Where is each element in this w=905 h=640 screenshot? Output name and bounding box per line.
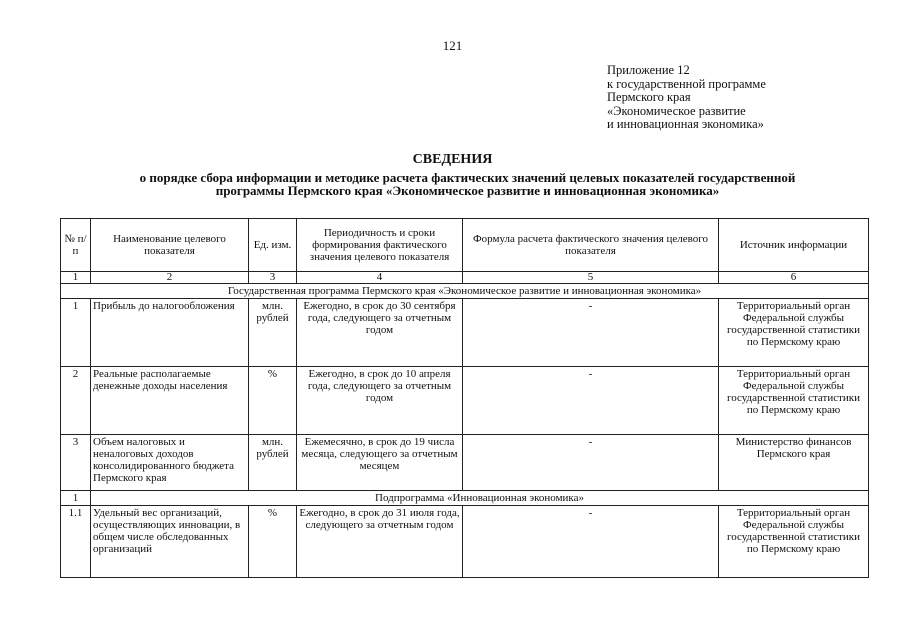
row-unit: млн. рублей	[249, 435, 297, 491]
table-row	[61, 506, 869, 578]
row-indicator-name: Реальные располагаемые денежные доходы населения	[91, 367, 249, 435]
row-number: 2	[61, 367, 91, 435]
row-formula: -	[463, 506, 719, 578]
row-indicator-name: Прибыль до налогообложения	[91, 299, 249, 367]
appendix-line: и инновационная экономика»	[607, 117, 764, 131]
row-source: Территориальный орган Федеральной службы государственной статистики по Пермскому краю	[719, 506, 869, 578]
subprogram-row	[61, 491, 869, 506]
document-subtitle	[60, 171, 875, 197]
table-header-row	[61, 219, 869, 272]
table-row	[61, 299, 869, 367]
subprogram-title: Подпрограмма «Инновационная экономика»	[91, 491, 869, 506]
header-indicator-name: Наименование целевого показателя	[91, 219, 249, 272]
row-source: Территориальный орган Федеральной службы государственной статистики по Пермскому краю	[719, 367, 869, 435]
row-unit: %	[249, 506, 297, 578]
row-formula: -	[463, 367, 719, 435]
column-number: 2	[91, 272, 249, 284]
row-formula: -	[463, 435, 719, 491]
row-indicator-name: Объем налоговых и неналоговых доходов консолидированного бюджета Пермского края	[91, 435, 249, 491]
row-periodicity: Ежегодно, в срок до 31 июля года, следующего за отчетным годом	[297, 506, 463, 578]
appendix-line: «Экономическое развитие	[607, 103, 746, 118]
row-number: 1	[61, 299, 91, 367]
header-unit: Ед. изм.	[249, 219, 297, 272]
column-number: 3	[249, 272, 297, 284]
appendix-line: к государственной программе	[607, 76, 766, 91]
row-formula: -	[463, 299, 719, 367]
column-number: 1	[61, 272, 91, 284]
document-title: СВЕДЕНИЯ	[412, 152, 493, 167]
appendix-line: Пермского края	[607, 90, 691, 104]
header-number: № п/п	[61, 219, 91, 272]
header-source: Источник информации	[719, 219, 869, 272]
subprogram-number: 1	[61, 491, 91, 506]
column-number: 6	[719, 272, 869, 284]
table-row	[61, 367, 869, 435]
appendix-line: Приложение 12	[607, 63, 690, 77]
header-periodicity: Периодичность и сроки формирования фактического значения целевого показателя	[297, 219, 463, 272]
row-periodicity: Ежегодно, в срок до 10 апреля года, следующего за отчетным годом	[297, 367, 463, 435]
row-periodicity: Ежемесячно, в срок до 19 числа месяца, следующего за отчетным месяцем	[297, 435, 463, 491]
indicators-table	[60, 218, 869, 578]
row-unit: млн. рублей	[249, 299, 297, 367]
column-number: 5	[463, 272, 719, 284]
section-row	[61, 284, 869, 299]
page-number: 121	[442, 38, 463, 53]
column-number: 4	[297, 272, 463, 284]
row-number: 3	[61, 435, 91, 491]
row-source: Министерство финансов Пермского края	[719, 435, 869, 491]
table-row	[61, 435, 869, 491]
header-formula: Формула расчета фактического значения целевого показателя	[463, 219, 719, 272]
row-source: Территориальный орган Федеральной службы государственной статистики по Пермскому краю	[719, 299, 869, 367]
row-unit: %	[249, 367, 297, 435]
subtitle-line: программы Пермского края «Экономическое развитие и инновационная экономика»	[215, 183, 720, 198]
row-indicator-name: Удельный вес организаций, осуществляющих инновации, в общем числе обследованных организаций	[91, 506, 249, 578]
section-title: Государственная программа Пермского края «Экономическое развитие и инновационная экономика»	[61, 284, 869, 299]
appendix-note	[607, 64, 766, 132]
subtitle-line: о порядке сбора информации и методике расчета фактических значений целевых показателей государственной	[139, 170, 796, 185]
column-numbers-row	[61, 272, 869, 284]
row-periodicity: Ежегодно, в срок до 30 сентября года, следующего за отчетным годом	[297, 299, 463, 367]
row-number: 1.1	[61, 506, 91, 578]
